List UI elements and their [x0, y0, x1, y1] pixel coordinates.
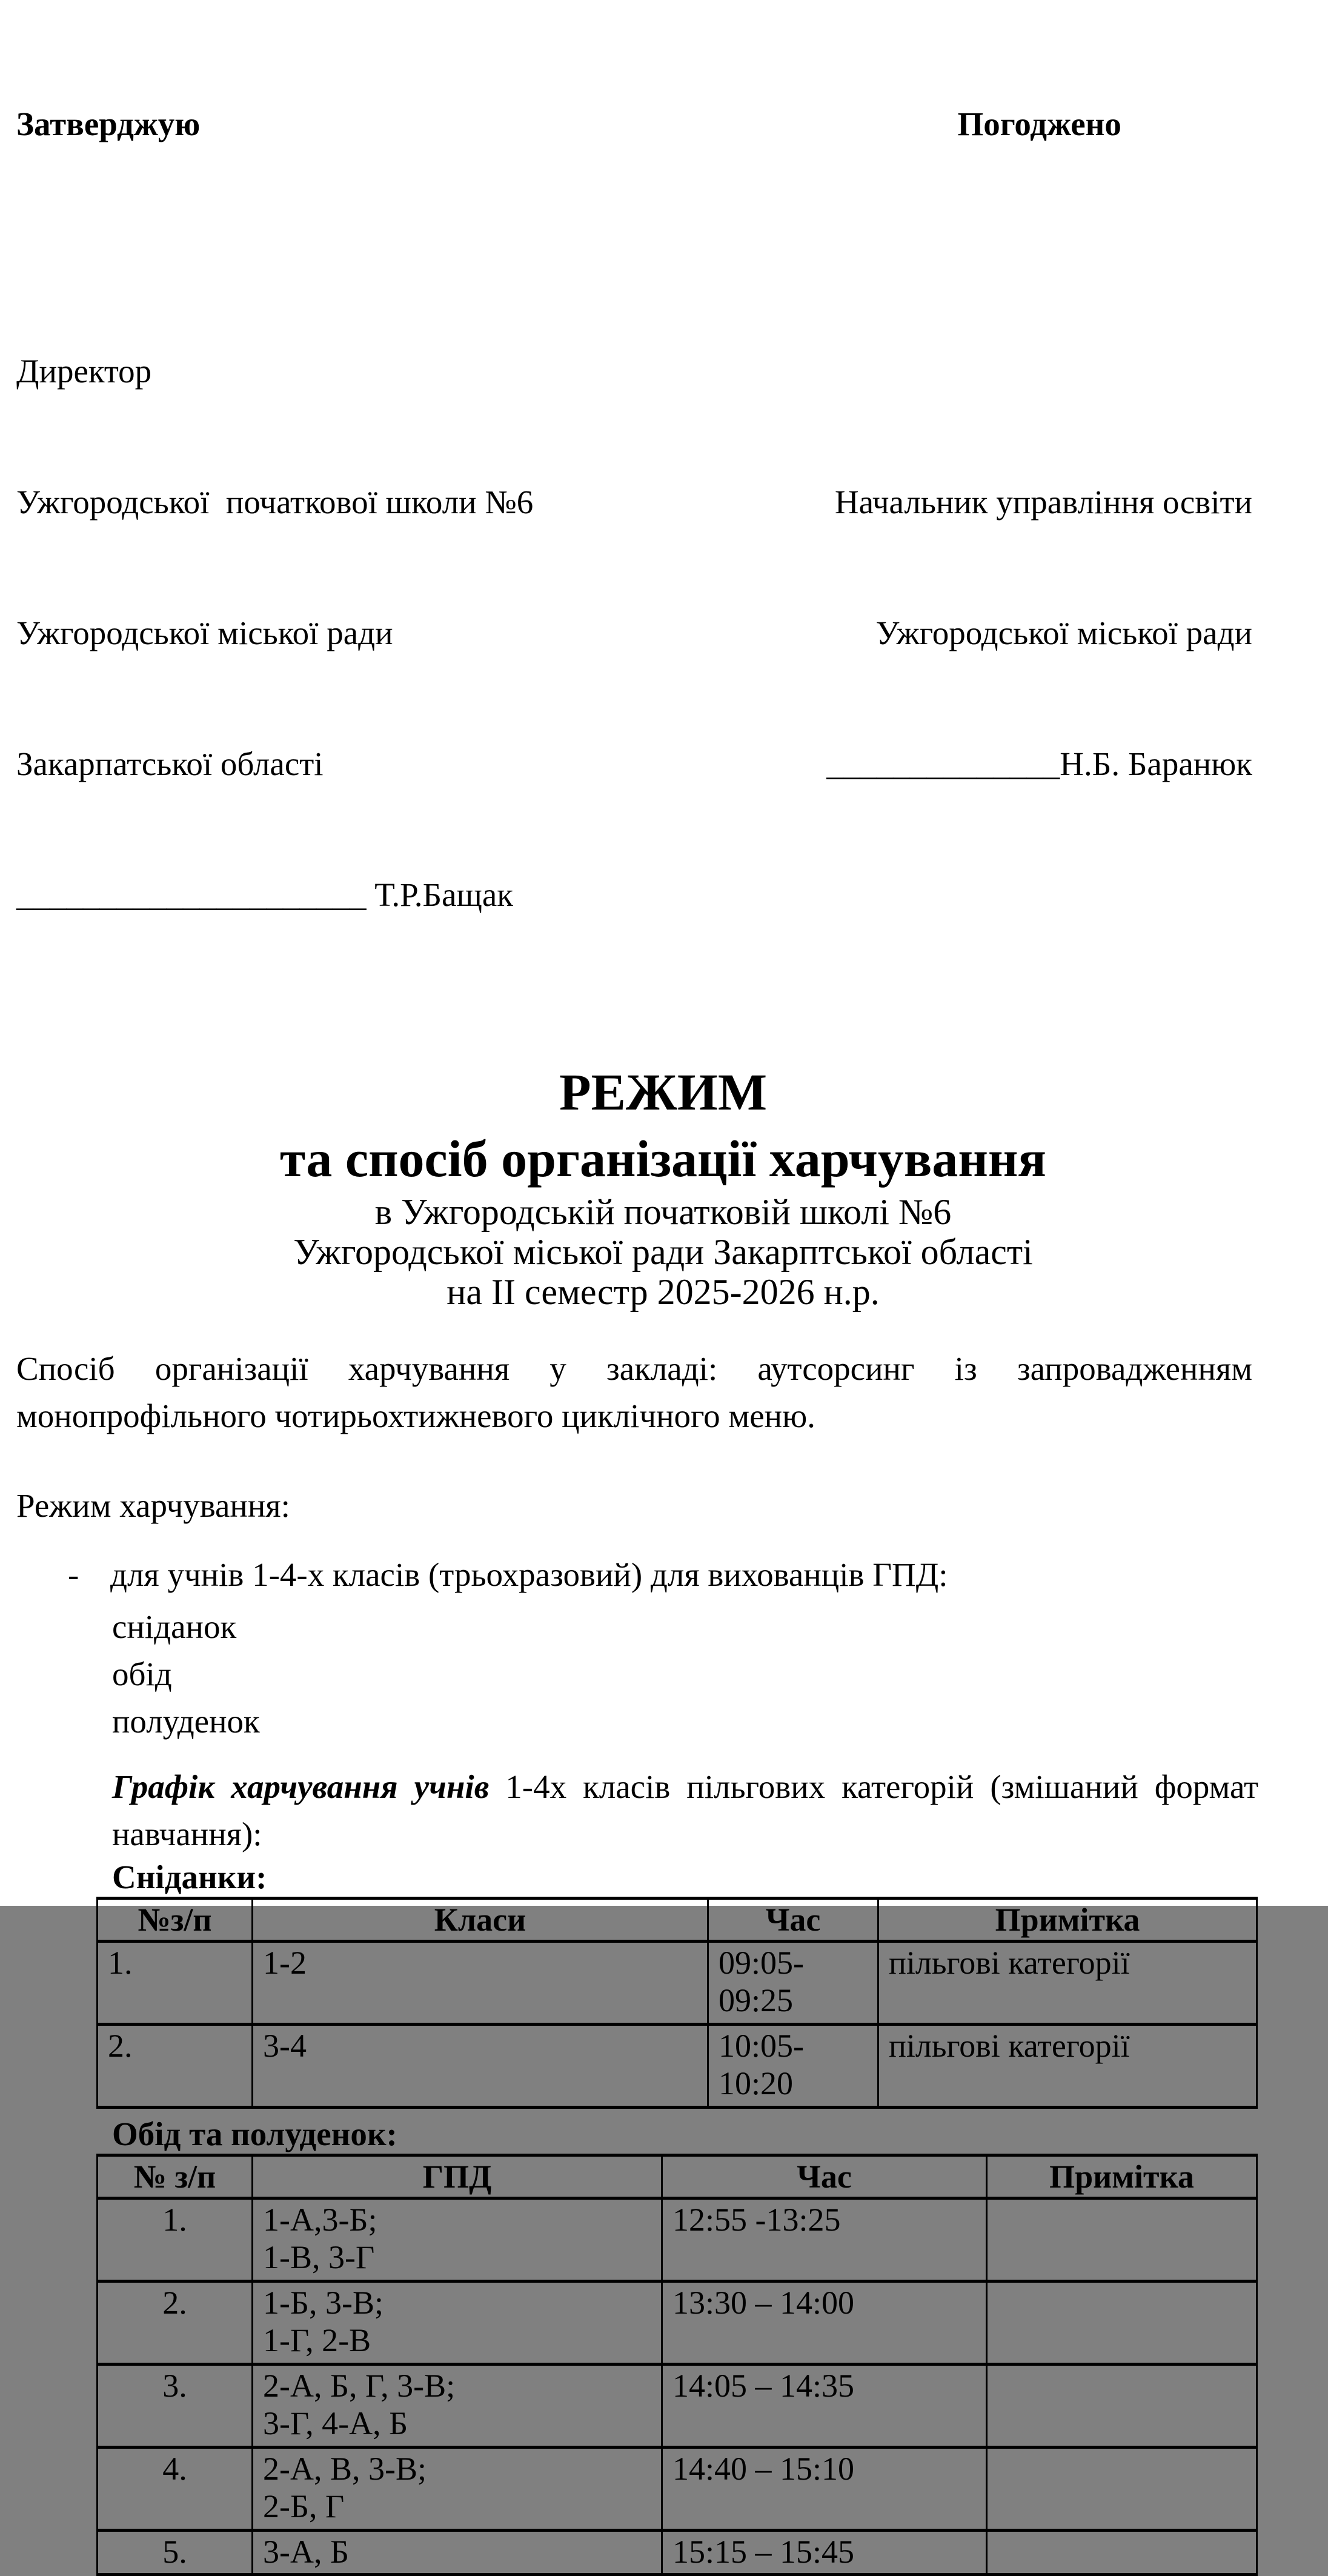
note-cell	[987, 2365, 1257, 2448]
table-row	[98, 2448, 1257, 2531]
table-row	[98, 2198, 1257, 2281]
meal-item: полуденок	[112, 1703, 260, 1740]
row-number-cell: 1.	[98, 1942, 253, 2025]
intro-paragraph: Спосіб організації харчування у закладі: аутсорсинг із запровадженням монопрофільного чотирьохтижневого циклічного меню.	[16, 1350, 1252, 1434]
table-header-row	[98, 2155, 1257, 2198]
time-cell: 15:15 – 15:45	[662, 2531, 987, 2575]
approval-right-signature: ______________Н.Б. Баранюк	[826, 745, 1252, 782]
approval-block-right	[826, 15, 1252, 873]
column-header: Примітка	[878, 1899, 1257, 1942]
column-header: Час	[708, 1899, 878, 1942]
table-row	[98, 1942, 1257, 2025]
column-header: №з/п	[98, 1899, 253, 1942]
note-cell: пільгові категорії	[878, 2025, 1257, 2108]
meals-list	[112, 1603, 1252, 1745]
schedule-intro-emphasis: Графік харчування учнів	[112, 1768, 490, 1805]
time-cell: 12:55 -13:25	[662, 2198, 987, 2281]
classes-cell: 3-4	[253, 2025, 708, 2108]
breakfast-table	[96, 1897, 1258, 2109]
row-number-cell: 3.	[98, 2365, 253, 2448]
row-number-cell: 5.	[98, 2531, 253, 2575]
classes-cell: 1-2	[253, 1942, 708, 2025]
classes-cell: 2-А, В, 3-В; 2-Б, Г	[253, 2448, 662, 2531]
time-cell: 14:40 – 15:10	[662, 2448, 987, 2531]
row-number-cell: 2.	[98, 2281, 253, 2365]
subtitle-line-3: на ІІ семестр 2025-2026 н.р.	[447, 1272, 880, 1312]
table-row	[98, 2365, 1257, 2448]
spacer	[826, 350, 1252, 393]
column-header: № з/п	[98, 2155, 253, 2198]
title-line-2: та спосіб організації харчування	[280, 1130, 1046, 1188]
approval-left-line: Директор	[16, 353, 152, 390]
schedule-intro-paragraph	[112, 1763, 1258, 1858]
title-block	[16, 1059, 1310, 1312]
table-row	[98, 2531, 1257, 2575]
title-line-1: РЕЖИМ	[559, 1063, 767, 1121]
subtitle-line-1: в Ужгородській початковій школі №6	[374, 1192, 952, 1232]
approval-right-line: Ужгородської міської ради	[875, 614, 1252, 651]
document-subtitle	[16, 1192, 1310, 1312]
bullet-line	[68, 1551, 1252, 1599]
note-cell	[987, 2531, 1257, 2575]
meal-item: обід	[112, 1656, 172, 1692]
classes-cell: 1-Б, 3-В; 1-Г, 2-В	[253, 2281, 662, 2365]
note-cell: пільгові категорії	[878, 1942, 1257, 2025]
bullet-marker: -	[68, 1556, 79, 1593]
approval-header	[16, 15, 1252, 1004]
time-cell: 10:05- 10:20	[708, 2025, 878, 2108]
breakfast-table-label: Сніданки:	[112, 1859, 267, 1895]
approval-left-signature: _____________________ Т.Р.Бащак	[16, 876, 514, 913]
lunch-table-label: Обід та полуденок:	[112, 2115, 397, 2152]
note-cell	[987, 2448, 1257, 2531]
time-cell: 13:30 – 14:00	[662, 2281, 987, 2365]
bullet-text: для учнів 1-4-х класів (трьохразовий) для вихованців ГПД:	[110, 1556, 948, 1593]
lunch-table	[96, 2154, 1258, 2576]
note-cell	[987, 2281, 1257, 2365]
approval-right-line: Начальник управління освіти	[834, 484, 1252, 521]
schedule-intro-rest: 1-4х класів пільгових категорій (змішаний формат навчання):	[112, 1768, 1258, 1852]
table-row	[98, 2025, 1257, 2108]
approval-left-title: Затверджую	[16, 105, 201, 142]
meal-item: сніданок	[112, 1608, 237, 1645]
time-cell: 14:05 – 14:35	[662, 2365, 987, 2448]
column-header: Примітка	[987, 2155, 1257, 2198]
approval-left-line: Ужгородської міської ради	[16, 614, 393, 651]
row-number-cell: 2.	[98, 2025, 253, 2108]
column-header: Час	[662, 2155, 987, 2198]
classes-cell: 2-А, Б, Г, 3-В; 3-Г, 4-А, Б	[253, 2365, 662, 2448]
row-number-cell: 1.	[98, 2198, 253, 2281]
table-row	[98, 2281, 1257, 2365]
column-header: Класи	[253, 1899, 708, 1942]
approval-left-line: Закарпатської області	[16, 745, 324, 782]
classes-cell: 3-А, Б	[253, 2531, 662, 2575]
spacer	[826, 233, 1252, 262]
approval-block-left	[16, 15, 533, 1004]
note-cell	[987, 2198, 1257, 2281]
time-cell: 09:05- 09:25	[708, 1942, 878, 2025]
document-title	[16, 1059, 1310, 1192]
row-number-cell: 4.	[98, 2448, 253, 2531]
subtitle-line-2: Ужгородської міської ради Закарптської області	[293, 1232, 1033, 1272]
regime-label: Режим харчування:	[16, 1487, 290, 1524]
spacer	[16, 233, 533, 262]
approval-right-title: Погоджено	[957, 105, 1121, 142]
classes-cell: 1-А,3-Б; 1-В, 3-Г	[253, 2198, 662, 2281]
approval-left-line: Ужгородської початкової школи №6	[16, 484, 534, 521]
table-header-row	[98, 1899, 1257, 1942]
column-header: ГПД	[253, 2155, 662, 2198]
